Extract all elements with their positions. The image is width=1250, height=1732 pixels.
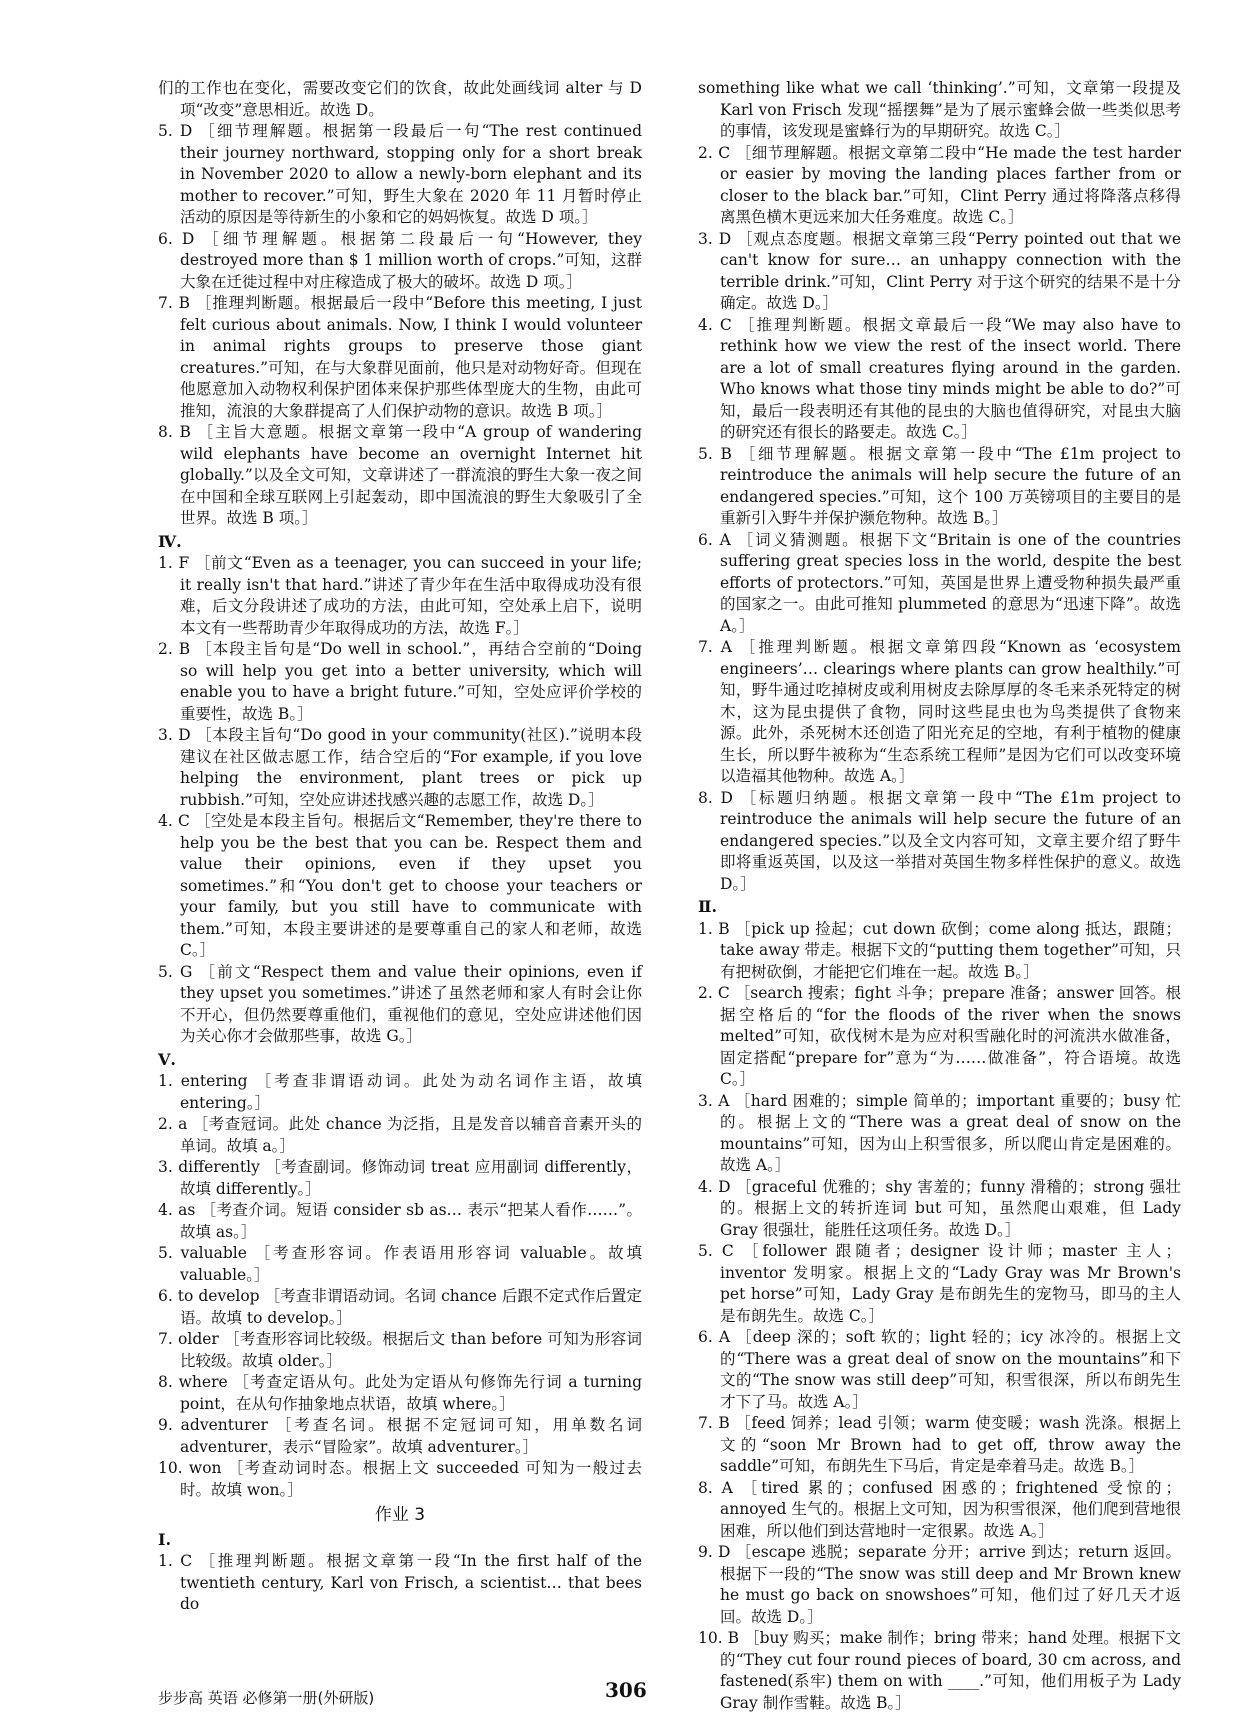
- answer-item: 5. valuable ［考查形容词。作表语用形容词 valuable。故填 valuable。］: [158, 1244, 642, 1284]
- answer-item: 1. F ［前文“Even as a teenager, you can succeed in your life; it really isn't that hard.”讲述了青少年在生活中取得成功没有很难，后文分段讲述了成功的方法，由此可知，空处承上启下，说明本文有一些帮助青少年取得成功的方法，故选 F。］: [158, 554, 642, 637]
- book-title: 步步高 英语 必修第一册(外研版): [158, 1689, 375, 1707]
- answer-item: 1. C ［推理判断题。根据文章第一段“In the first half of the twentieth century, Karl von Frisch, a scientist… that bees do: [158, 1552, 642, 1613]
- right-column: [698, 78, 1181, 1714]
- answer-item: 2. a ［考查冠词。此处 chance 为泛指，且是发音以辅音音素开头的单词。故填 a。］: [158, 1115, 642, 1155]
- answer-item: 9. adventurer ［考查名词。根据不定冠词可知，用单数名词 adventurer，表示“冒险家”。故填 adventurer。］: [158, 1416, 642, 1456]
- answer-item: 1. entering ［考查非谓语动词。此处为动名词作主语，故填 entering。］: [158, 1072, 642, 1112]
- answer-item: 5. C ［follower 跟随者；designer 设计师；master 主人；inventor 发明家。根据上文的“Lady Gray was Mr Brown's pet horse”可知，Lady Gray 是布朗先生的宠物马，即马的主人是布朗先生。故选 C。］: [698, 1242, 1181, 1325]
- answer-item: 4. D ［graceful 优雅的；shy 害羞的；funny 滑稽的；strong 强壮的。根据上文的转折连词 but 可知，虽然爬山艰难，但 Lady Gray 很强壮，能胜任这项任务。故选 D。］: [698, 1177, 1181, 1239]
- answer-item: 7. B ［feed 饲养；lead 引领；warm 使变暖；wash 洗涤。根据上文的“soon Mr Brown had to get off, throw away the saddle”可知，布朗先生下马后，肯定是牵着马走。故选 B。］: [698, 1414, 1181, 1475]
- answer-item: 5. D ［细节理解题。根据第一段最后一句“The rest continued their journey northward, stopping only for a short break in November 2020 to allow a newly-born elephant and its mother to recover.”可知，野生大象在 2020 年 11 月暂时停止活动的原因是等待新生的小象和它的妈妈恢复。故选 D 项。］: [158, 122, 642, 226]
- answer-item: 6. A ［词义猜测题。根据下文“Britain is one of the countries suffering great species loss in the world, despite the best efforts of protectors.”可知，英国是世界上遭受物种损失最严重的国家之一。由此可推知 plummeted 的意思为“迅速下降”。故选 A。］: [698, 530, 1181, 635]
- answer-item: 6. A ［deep 深的；soft 软的；light 轻的；icy 冰冷的。根据上文的“There was a great deal of snow on the mountains”和下文的“The snow was still deep”可知，积雪很深，所以布朗先生才下了马。故选 A。］: [698, 1328, 1181, 1411]
- answer-item: 10. B ［buy 购买；make 制作；bring 带来；hand 处理。根据下文的“They cut four round pieces of board, 30 cm across, and fastened(系牢) them on with ____.”可知，他们用板子为 Lady Gray 制作雪鞋。故选 B。］: [698, 1629, 1181, 1712]
- answer-item: 6. D ［细节理解题。根据第二段最后一句“However, they destroyed more than $ 1 million worth of crops.”可知，这群大象在迁徙过程中对庄稼造成了极大的破坏。故选 D 项。］: [158, 229, 642, 291]
- answer-item: 8. B ［主旨大意题。根据文章第一段中“A group of wandering wild elephants have become an overnight Internet hit globally.”以及全文可知，文章讲述了一群流浪的野生大象一夜之间在中国和全球互联网上引起轰动，即中国流浪的野生大象吸引了全世界。故选 B 项。］: [158, 423, 642, 527]
- answer-item: 7. B ［推理判断题。根据最后一段中“Before this meeting, I just felt curious about animals. Now, I think I would volunteer in animal rights groups to preserve those giant creatures.”可知，在与大象群见面前，他只是对动物好奇。但现在他愿意加入动物权利保护团体来保护那些体型庞大的生物，由此可推知，流浪的大象群提高了人们保护动物的意识。故选 B 项。］: [158, 294, 642, 420]
- answer-item: 们的工作也在变化，需要改变它们的饮食，故此处画线词 alter 与 D 项“改变”意思相近。故选 D。: [158, 79, 642, 119]
- answer-item: 3. A ［hard 困难的；simple 简单的；important 重要的；busy 忙的。根据上文的“There was a great deal of snow on the mountains”可知，因为山上积雪很多，所以爬山肯定是困难的。故选 A。］: [698, 1091, 1181, 1174]
- page-number: 306: [605, 1678, 647, 1702]
- answer-item: 3. D ［本段主旨句“Do good in your community(社区).”说明本段建议在社区做志愿工作，结合空后的“For example, if you love helping the environment, plant trees or pick up rubbish.”可知，空处应讲述找感兴趣的志愿工作，故选 D。］: [158, 726, 642, 809]
- answer-item: 4. as ［考查介词。短语 consider sb as… 表示“把某人看作……”。故填 as。］: [158, 1201, 642, 1241]
- homework-heading: 作业 3: [374, 1505, 426, 1525]
- answer-item: 9. D ［escape 逃脱；separate 分开；arrive 到达；return 返回。根据下一段的“The snow was still deep and Mr Brown knew he must go back on snowshoes”可知，他们过了好几天才返回。故选 D。］: [698, 1543, 1181, 1626]
- answer-item: 10. won ［考查动词时态。根据上文 succeeded 可知为一般过去时。故填 won。］: [158, 1459, 642, 1499]
- answer-item: 4. C ［空处是本段主旨句。根据后文“Remember, they're there to help you be the best that you can be. Respect them and value their opinions, even if they upset you sometimes.”和“You don't get to choose your teachers or your family, but you still have to communicate with them.”可知，本段主要讲述的是要尊重自己的家人和老师，故选 C。］: [158, 812, 642, 959]
- answer-item: 3. differently ［考查副词。修饰动词 treat 应用副词 differently，故填 differently。］: [158, 1158, 642, 1198]
- answer-item: 6. to develop ［考查非谓语动词。名词 chance 后跟不定式作后置定语。故填 to develop。］: [158, 1287, 642, 1327]
- answer-item: 2. C ［细节理解题。根据文章第二段中“He made the test harder or easier by moving the landing places farther from or closer to the black bar.”可知，Clint Perry 通过将降落点移得离黑色横木更远来加大任务难度。故选 C。］: [698, 143, 1181, 226]
- section-heading-5: Ⅴ.: [158, 1049, 176, 1069]
- answer-item: 7. A ［推理判断题。根据文章第四段“Known as ‘ecosystem engineers’… clearings where plants can grow healthily.”可知，野牛通过吃掉树皮或利用树皮去除厚厚的冬毛来杀死特定的树木，这为昆虫提供了食物，同时这些昆虫也为鸟类提供了食物来源。此外，杀死树木还创造了阳光充足的空地，有利于植物的健康生长，所以野牛被称为“生态系统工程师”是因为它们可以改变环境以造福其他物种。故选 A。］: [698, 638, 1181, 785]
- answer-item: 8. where ［考查定语从句。此处为定语从句修饰先行词 a turning point，在从句作抽象地点状语，故填 where。］: [158, 1373, 642, 1413]
- answer-item: 4. C ［推理判断题。根据文章最后一段“We may also have to rethink how we view the rest of the insect world. There are a lot of small creatures flying around in the garden. Who knows what those tiny minds might be able to do?”可知，最后一段表明还有其他的昆虫的大脑也值得研究，对昆虫大脑的研究还有很长的路要走。故选 C。］: [698, 315, 1181, 441]
- section-heading-2: Ⅱ.: [698, 897, 718, 916]
- left-column: [158, 78, 642, 1616]
- answer-item: something like what we call ‘thinking’.”可知，文章第一段提及 Karl von Frisch 发现“摇摆舞”是为了展示蜜蜂会做一些类似思考的事情，该发现是蜜蜂行为的早期研究。故选 C。］: [698, 79, 1181, 140]
- answer-item: 2. C ［search 搜索；fight 斗争；prepare 准备；answer 回答。根据空格后的“for the floods of the river when the snows melted”可知，砍伐树木是为应对积雪融化时的河流洪水做准备，固定搭配“prepare for”意为“为……做准备”，符合语境。故选 C。］: [698, 984, 1181, 1088]
- answer-item: 5. G ［前文“Respect them and value their opinions, even if they upset you sometimes.”讲述了虽然老师和家人有时会让你不开心，但仍然要尊重他们，重视他们的意见，空处应讲述他们因为关心你才会做那些事，故选 G。］: [158, 962, 642, 1045]
- answer-item: 7. older ［考查形容词比较级。根据后文 than before 可知为形容词比较级。故填 older。］: [158, 1330, 642, 1370]
- answer-item: 5. B ［细节理解题。根据文章第一段中“The £1m project to reintroduce the animals will help secure the future of an endangered species.”可知，这个 100 万英镑项目的主要目的是重新引入野牛并保护濒危物种。故选 B。］: [698, 444, 1181, 527]
- answer-item: 8. D ［标题归纳题。根据文章第一段中“The £1m project to reintroduce the animals will help secure the future of an endangered species.”以及全文内容可知，文章主要介绍了野牛即将重返英国，以及这一举措对英国生物多样性保护的意义。故选 D。］: [698, 788, 1181, 893]
- answer-item: 3. D ［观点态度题。根据文章第三段“Perry pointed out that we can't know for sure… an unhappy connection with the terrible drink.”可知，Clint Perry 对于这个研究的结果不是十分确定。故选 D。］: [698, 229, 1181, 312]
- answer-item: 8. A ［tired 累的；confused 困惑的；frightened 受惊的；annoyed 生气的。根据上文可知，因为积雪很深，他们爬到营地很困难，所以他们到达营地时一定很累。故选 A。］: [698, 1478, 1181, 1540]
- section-heading-4: Ⅳ.: [158, 531, 182, 551]
- section-heading-1: Ⅰ.: [158, 1529, 172, 1549]
- answer-item: 1. B ［pick up 捡起；cut down 砍倒；come along 抵达，跟随；take away 带走。根据下文的“putting them together”可知，只有把树砍倒，才能把它们堆在一起。故选 B。］: [698, 919, 1181, 981]
- answer-item: 2. B ［本段主旨句是“Do well in school.”，再结合空前的“Doing so will help you get into a better university, which will enable you to have a bright future.”可知，空处应评价学校的重要性，故选 B。］: [158, 640, 642, 723]
